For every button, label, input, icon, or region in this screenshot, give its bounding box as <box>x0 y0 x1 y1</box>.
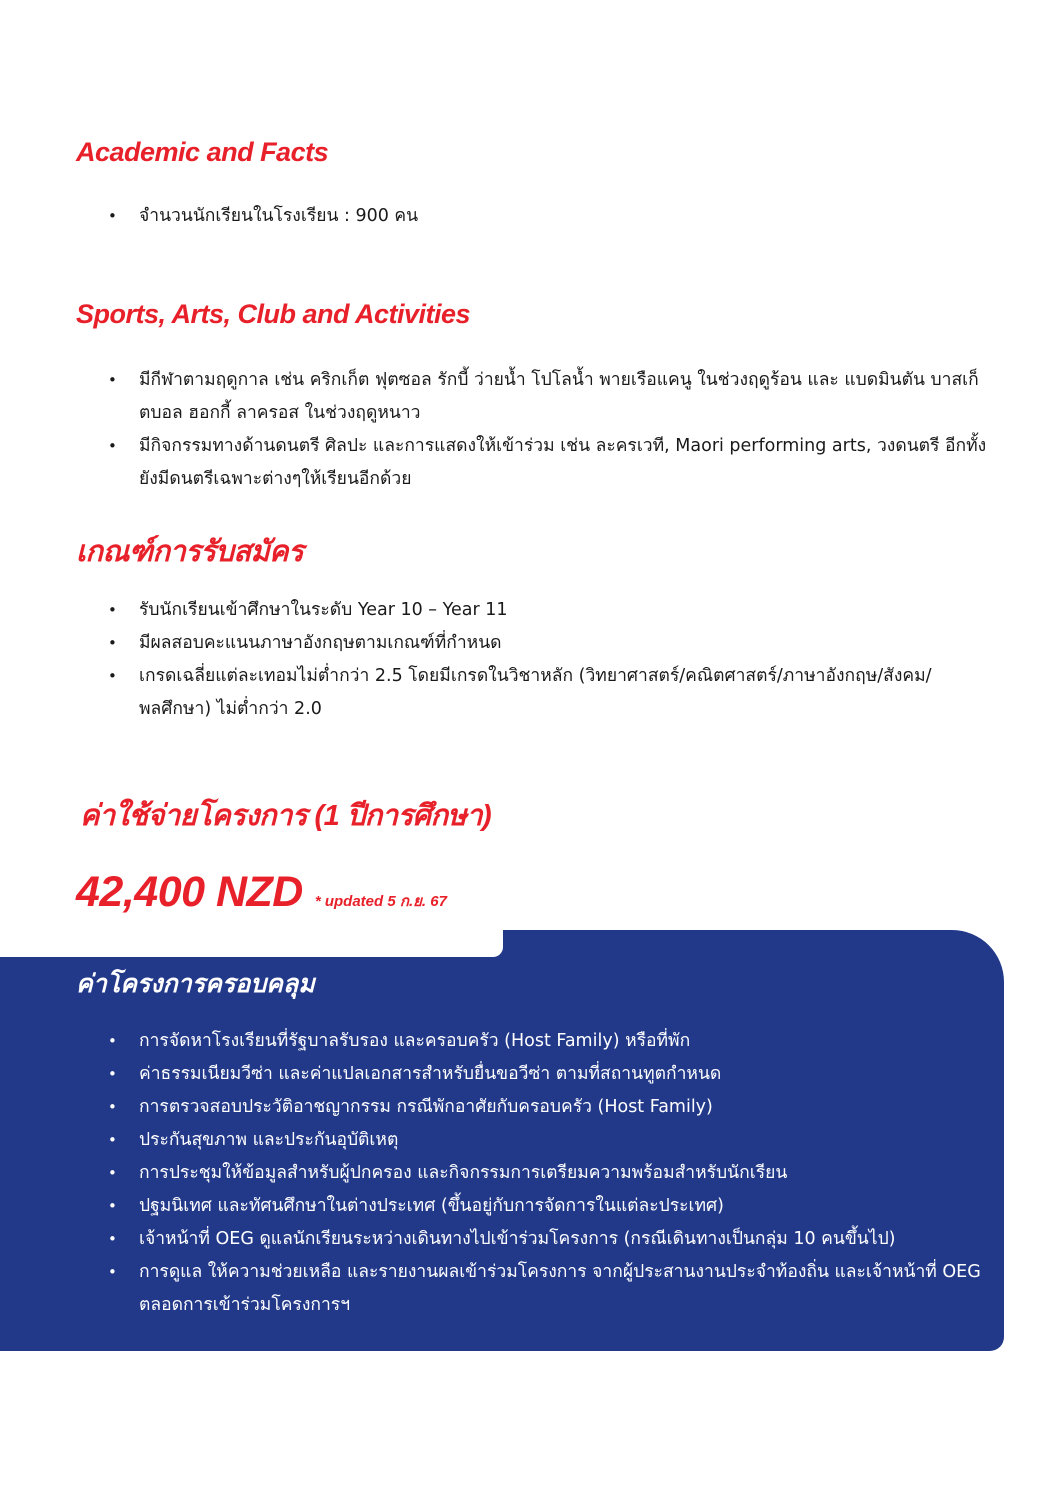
list-item: • มีผลสอบคะแนนภาษาอังกฤษตามเกณฑ์ที่กำหนด <box>108 627 988 660</box>
coverage-list <box>108 1025 988 1322</box>
coverage-heading: ค่าโครงการครอบคลุม <box>76 970 315 998</box>
list-item: • การประชุมให้ข้อมูลสำหรับผู้ปกครอง และกิจกรรมการเตรียมความพร้อมสำหรับนักเรียน <box>108 1157 988 1190</box>
list-item: • การดูแล ให้ความช่วยเหลือ และรายงานผลเข้าร่วมโครงการ จากผู้ประสานงานประจำท้องถิ่น และเจ้าหน้าที่ OEG ตลอดการเข้าร่วมโครงการฯ <box>108 1256 988 1322</box>
cost-heading: ค่าใช้จ่ายโครงการ (1 ปีการศึกษา) <box>80 800 492 832</box>
list-item: • การจัดหาโรงเรียนที่รัฐบาลรับรอง และครอบครัว (Host Family) หรือที่พัก <box>108 1025 988 1058</box>
list-item: • ประกันสุขภาพ และประกันอุบัติเหตุ <box>108 1124 988 1157</box>
list-item: • รับนักเรียนเข้าศึกษาในระดับ Year 10 – Year 11 <box>108 594 988 627</box>
academic-heading: Academic and Facts <box>76 137 329 167</box>
price-row <box>76 868 447 917</box>
list-item: • มีกิจกรรมทางด้านดนตรี ศิลปะ และการแสดงให้เข้าร่วม เช่น ละครเวที, Maori performing arts, วงดนตรี อีกทั้งยังมีดนตรีเฉพาะต่างๆให้เรียนอีกด้วย <box>108 430 988 496</box>
list-item: • มีกีฬาตามฤดูกาล เช่น คริกเก็ต ฟุตซอล รักบี้ ว่ายน้ำ โปโลน้ำ พายเรือแคนู ในช่วงฤดูร้อน และ แบดมินตัน บาสเก็ตบอล ฮอกกี้ ลาครอส ในช่วงฤดูหนาว <box>108 364 988 430</box>
sports-list <box>108 364 988 496</box>
price-update-note: * updated 5 ก.ย. 67 <box>314 893 447 910</box>
sports-heading: Sports, Arts, Club and Activities <box>76 299 471 329</box>
criteria-heading: เกณฑ์การรับสมัคร <box>76 536 304 568</box>
list-item: • ปฐมนิเทศ และทัศนศึกษาในต่างประเทศ (ขึ้นอยู่กับการจัดการในแต่ละประเทศ) <box>108 1190 988 1223</box>
criteria-list <box>108 594 988 726</box>
panel-notch <box>0 930 503 957</box>
list-item: • เจ้าหน้าที่ OEG ดูแลนักเรียนระหว่างเดินทางไปเข้าร่วมโครงการ (กรณีเดินทางเป็นกลุ่ม 10 คนขึ้นไป) <box>108 1223 988 1256</box>
list-item: • เกรดเฉลี่ยแต่ละเทอมไม่ต่ำกว่า 2.5 โดยมีเกรดในวิชาหลัก (วิทยาศาสตร์/คณิตศาสตร์/ภาษาอังกฤษ/สังคม/พลศึกษา) ไม่ต่ำกว่า 2.0 <box>108 660 988 726</box>
price-value: 42,400 NZD <box>76 868 303 916</box>
academic-list <box>108 200 988 233</box>
list-item: • จำนวนนักเรียนในโรงเรียน : 900 คน <box>108 200 988 233</box>
list-item: • ค่าธรรมเนียมวีซ่า และค่าแปลเอกสารสำหรับยื่นขอวีซ่า ตามที่สถานทูตกำหนด <box>108 1058 988 1091</box>
list-item: • การตรวจสอบประวัติอาชญากรรม กรณีพักอาศัยกับครอบครัว (Host Family) <box>108 1091 988 1124</box>
